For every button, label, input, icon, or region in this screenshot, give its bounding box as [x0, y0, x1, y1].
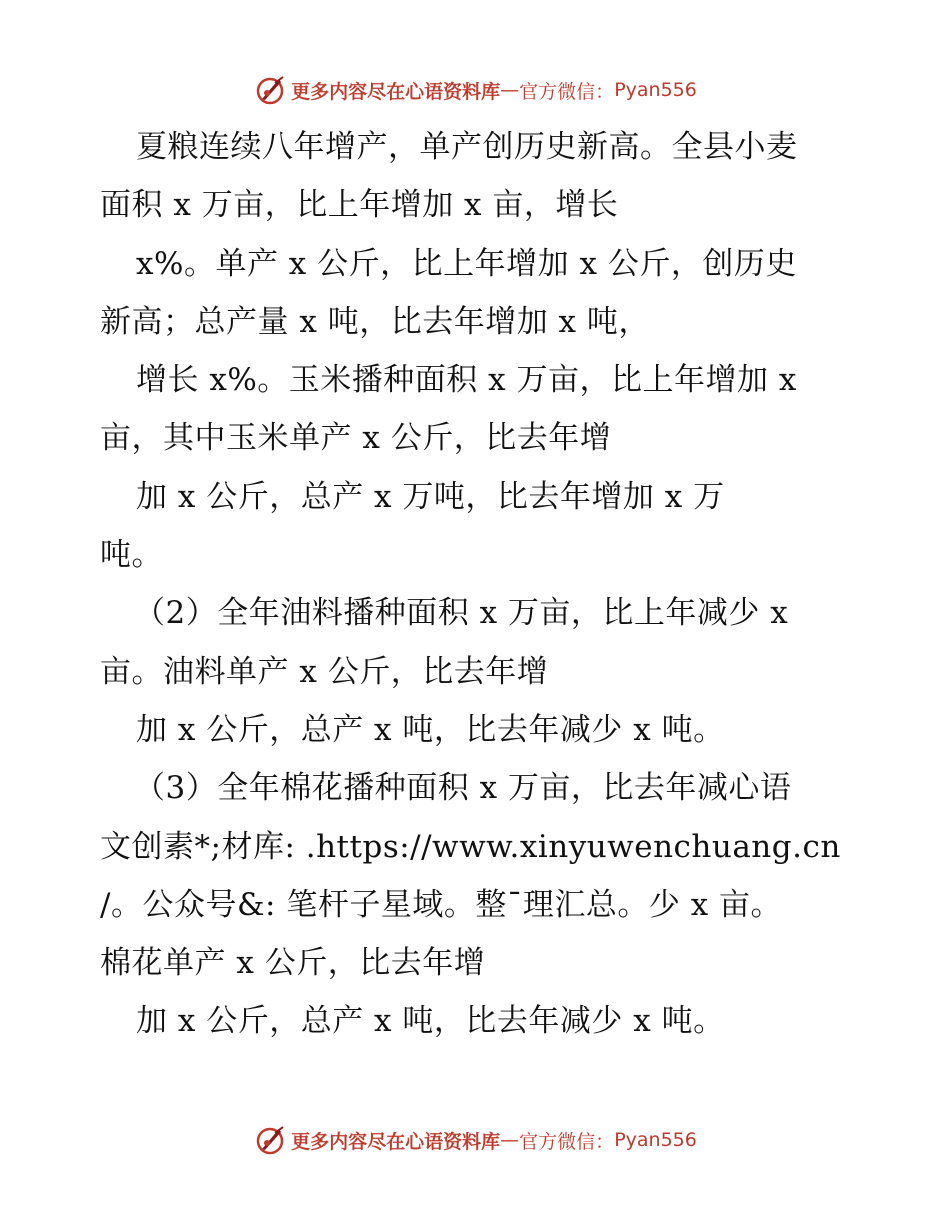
paragraph-line: 加 x 公斤，总产 x 万吨，比去年增加 x 万 — [136, 478, 725, 515]
paragraph-line: 亩，其中玉米单产 x 公斤，比去年增 — [100, 420, 612, 457]
paragraph-line: 亩。油料单产 x 公斤，比去年增 — [100, 653, 549, 690]
paragraph-line: 加 x 公斤，总产 x 吨，比去年减少 x 吨。 — [136, 711, 725, 748]
paragraph-line: （3）全年棉花播种面积 x 万亩，比去年减心语 — [134, 770, 792, 807]
header-brand-text: 更多内容尽在心语资料库 — [291, 80, 501, 103]
paragraph-line: 夏粮连续八年增产，单产创历史新高。全县小麦 — [136, 129, 798, 165]
header-separator: — — [500, 79, 520, 101]
paragraph-line: 加 x 公斤，总产 x 吨，比去年减少 x 吨。 — [136, 1003, 725, 1040]
paragraph-line: /。公众号&: 笔杆子星域。整¯理汇总。少 x 亩。 — [100, 886, 783, 923]
header-wechat-id: Pyan556 — [614, 79, 697, 101]
paragraph-line: 文创素*;材库: .https://www.xinyuwenchuang.cn — [100, 828, 841, 865]
document-body — [100, 118, 850, 1051]
paragraph-line: 新高；总产量 x 吨，比去年增加 x 吨， — [100, 303, 650, 340]
footer-banner — [0, 1120, 950, 1160]
paragraph-line: 吨。 — [100, 537, 163, 574]
header-wechat-label: 官方微信： — [519, 80, 615, 103]
paragraph-line: （2）全年油料播种面积 x 万亩，比上年减少 x — [134, 595, 789, 632]
footer-wechat-label: 官方微信： — [519, 1130, 615, 1153]
header-banner — [0, 70, 950, 110]
paragraph-line: 面积 x 万亩，比上年增加 x 亩，增长 — [100, 187, 619, 224]
footer-brand-text: 更多内容尽在心语资料库 — [291, 1130, 501, 1153]
quill-circle-icon — [253, 73, 287, 107]
paragraph-line: 棉花单产 x 公斤，比去年增 — [100, 945, 486, 982]
paragraph-line: 增长 x%。玉米播种面积 x 万亩，比上年增加 x — [136, 362, 797, 399]
paragraph-line: x%。单产 x 公斤，比上年增加 x 公斤，创历史 — [136, 245, 797, 282]
footer-separator: — — [500, 1129, 520, 1151]
footer-wechat-id: Pyan556 — [614, 1129, 697, 1151]
quill-circle-icon — [253, 1123, 287, 1157]
